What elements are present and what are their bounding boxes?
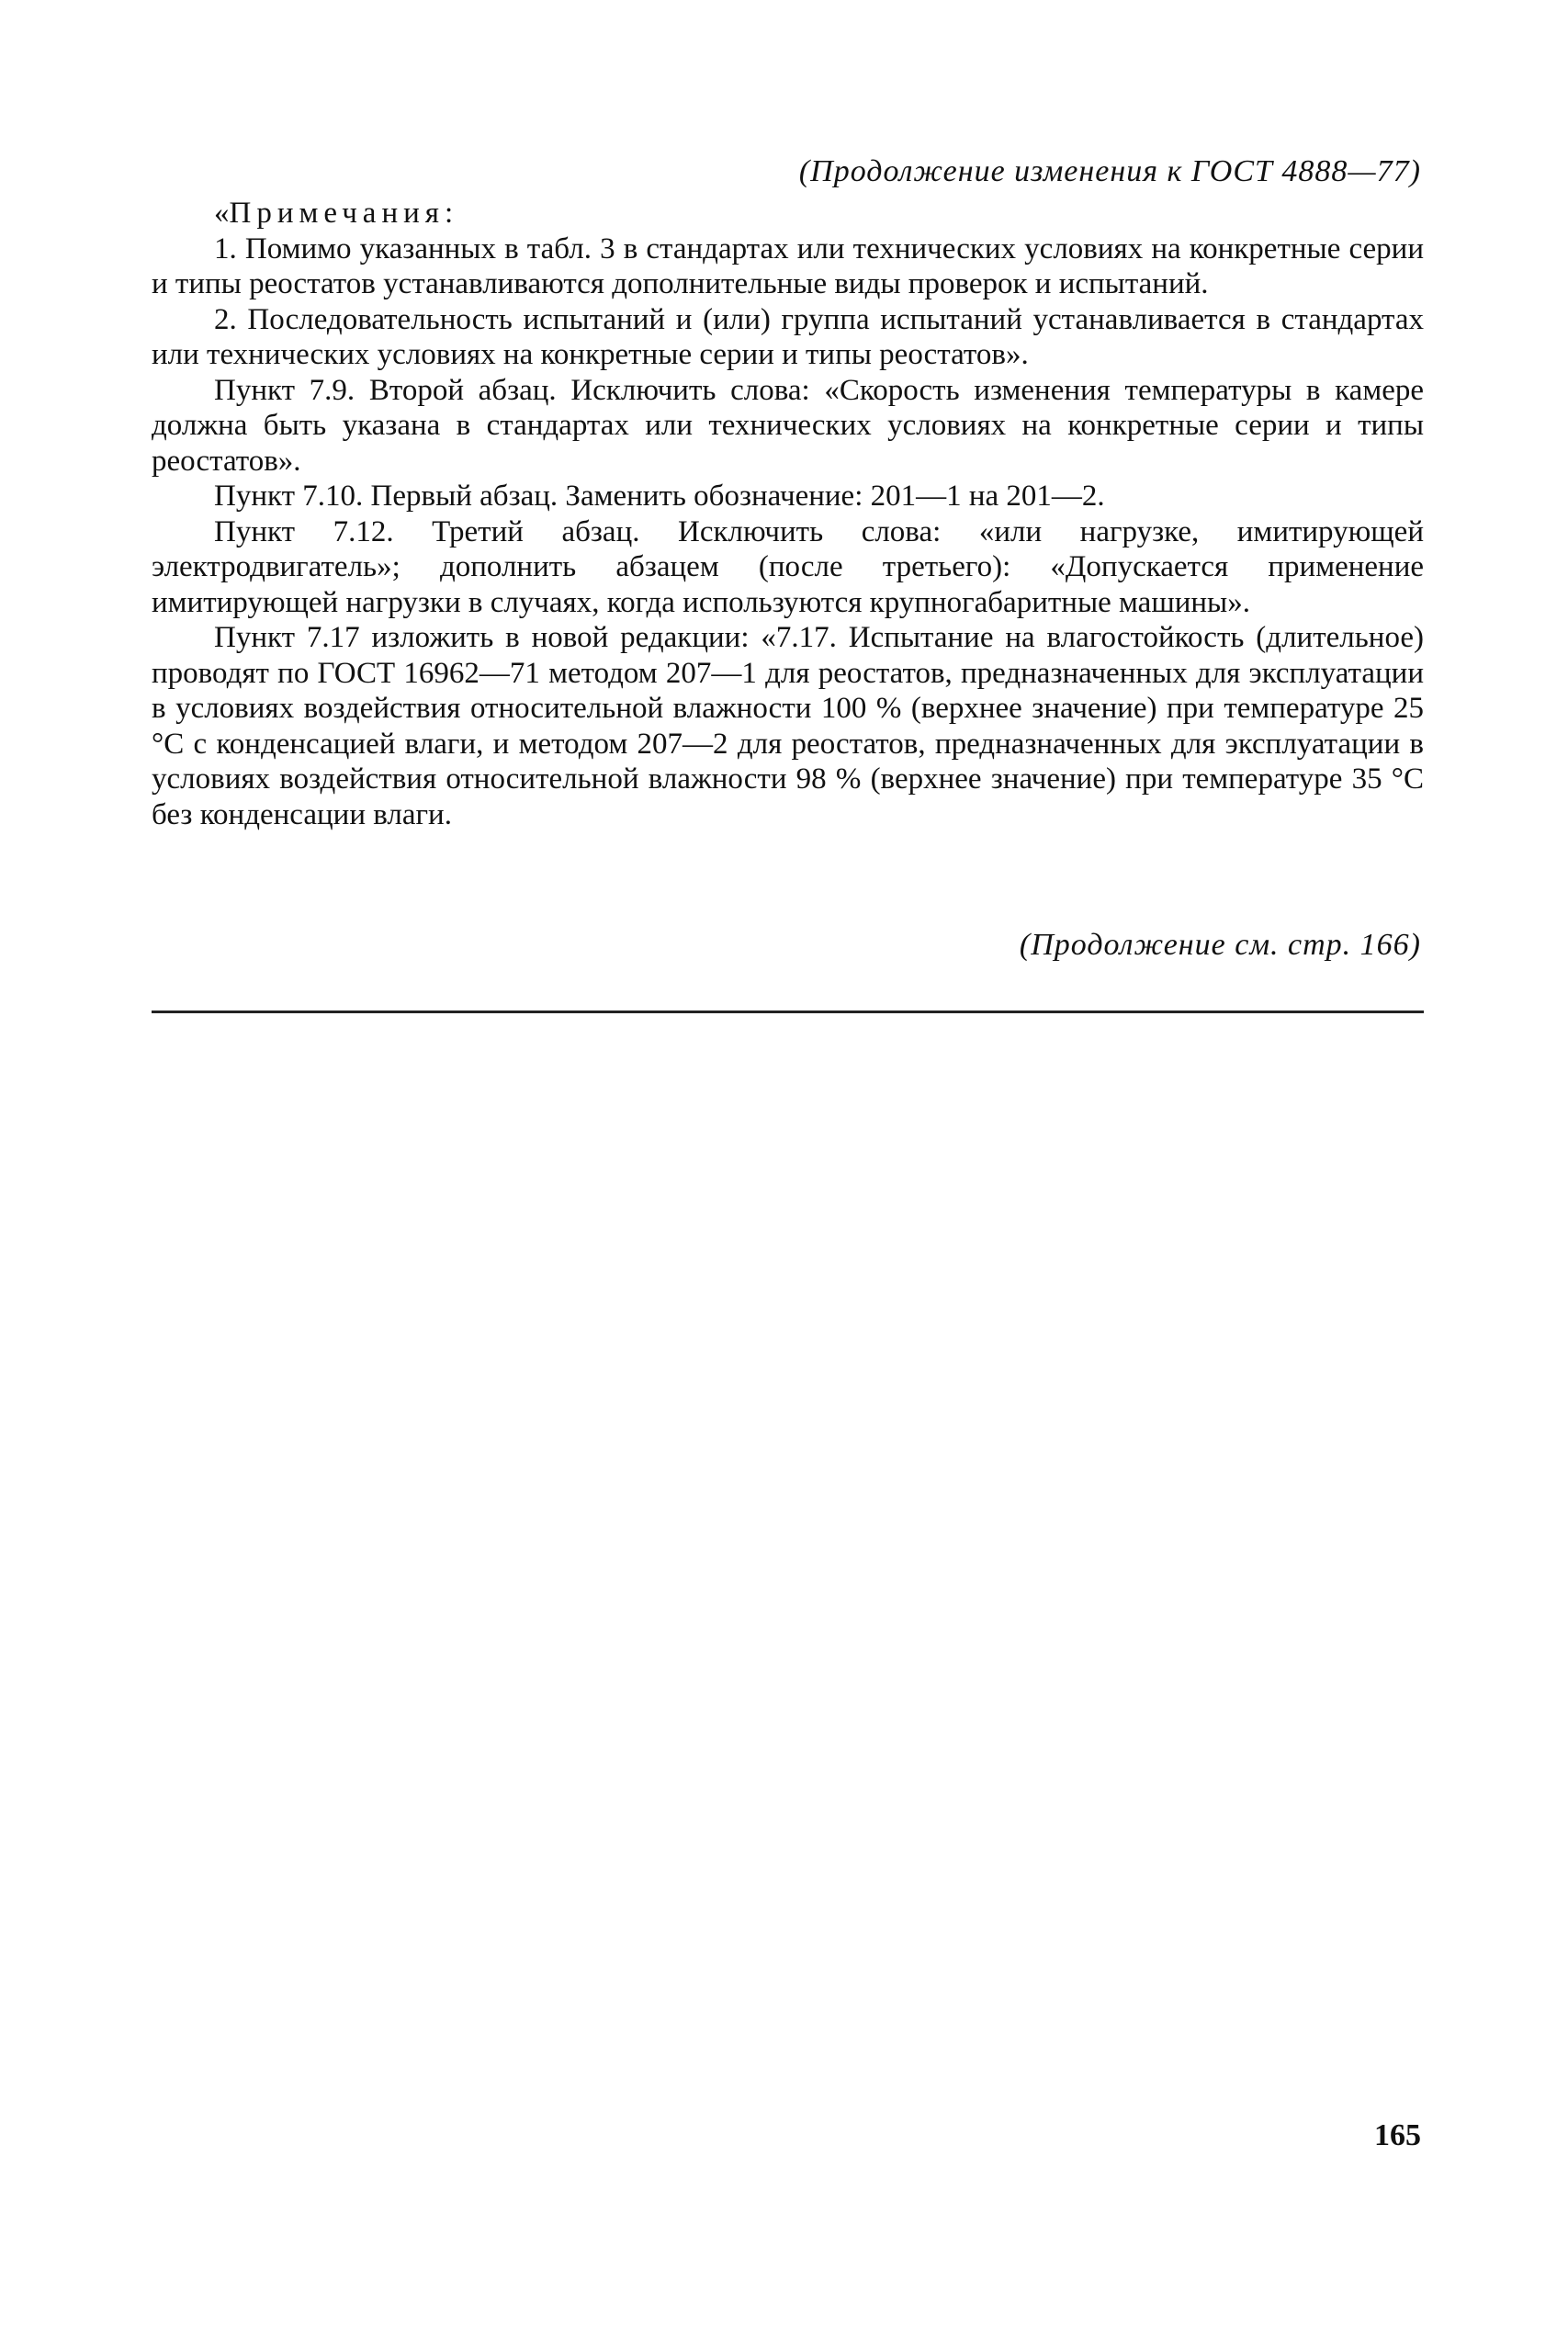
document-body	[152, 196, 1424, 832]
paragraph: Пункт 7.17 изложить в новой редакции: «7.17. Испытание на влагостойкость (длительное) проводят по ГОСТ 16962—71 методом 207—1 для реостатов, предназначенных для эксплуатации в условиях воздействия относительной влажности 100 % (верхнее значение) при температуре 25 °С с конденсацией влаги, и методом 207—2 для реостатов, предназначенных для эксплуатации в условиях воздействия относительной влажности 98 % (верхнее значение) при температуре 35 °С без конденсации влаги.	[152, 621, 1424, 831]
notes-title	[152, 196, 1424, 231]
horizontal-rule	[152, 1011, 1424, 1013]
note-item: 1. Помимо указанных в табл. 3 в стандартах или технических условиях на конкретные серии и типы реостатов устанавливаются дополнительные виды проверок и испытаний.	[152, 231, 1424, 300]
notes-title-text: Примечания:	[229, 197, 459, 230]
notes-title-quote: «	[214, 197, 230, 230]
page-number: 165	[1374, 2118, 1421, 2152]
paragraph: Пункт 7.10. Первый абзац. Заменить обозначение: 201—1 на 201—2.	[214, 480, 1105, 513]
continuation-footer: (Продолжение см. стр. 166)	[1019, 928, 1421, 962]
paragraph: Пункт 7.12. Третий абзац. Исключить слова: «или нагрузке, имитирующей электродвигатель»; дополнить абзацем (после третьего): «Допускается применение имитирующей нагрузки в случаях, когда используются крупногабаритные машины».	[152, 514, 1424, 619]
continuation-header: (Продолжение изменения к ГОСТ 4888—77)	[798, 154, 1421, 188]
note-item: 2. Последовательность испытаний и (или) группа испытаний устанавливается в стандартах или технических условиях на конкретные серии и типы реостатов».	[152, 302, 1424, 371]
paragraph: Пункт 7.9. Второй абзац. Исключить слова: «Скорость изменения температуры в камере должна быть указана в стандартах или технических условиях на конкретные серии и типы реостатов».	[152, 373, 1424, 478]
